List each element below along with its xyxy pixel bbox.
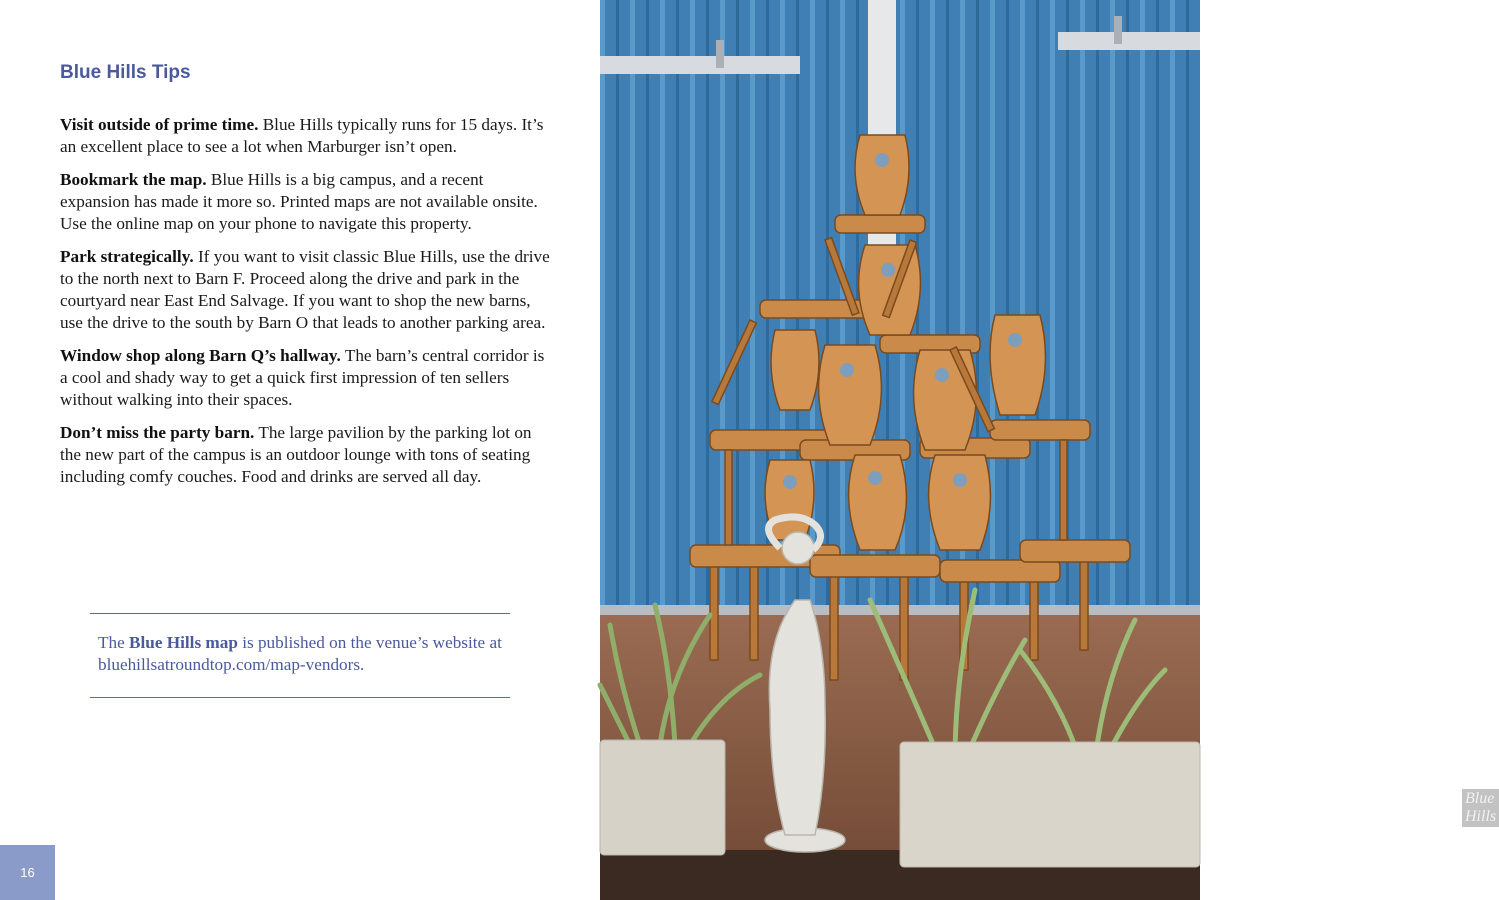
callout-map-name: Blue Hills map — [129, 633, 238, 652]
tip-body: The barn’s central corridor is a cool and shady way to get a quick first impression of ten sellers without walking into their spaces. — [60, 346, 545, 409]
tip-lead: Don’t miss the party barn. — [60, 423, 255, 442]
callout-prefix: The — [98, 633, 130, 652]
text-page — [0, 0, 600, 900]
tip-paragraph — [60, 169, 550, 235]
callout-top-divider — [90, 613, 510, 614]
tip-body: Blue Hills is a big campus, and a recent expansion has made it more so. Printed maps are not available onsite. Use the online map on your phone to navigate this property. — [60, 170, 538, 233]
rail-latch-icon — [716, 40, 724, 68]
rail-latch-icon — [1114, 16, 1122, 44]
page-number: 16 — [0, 845, 55, 900]
tip-paragraph — [60, 246, 550, 334]
chairs-photo — [600, 0, 1497, 900]
tip-lead: Window shop along Barn Q’s hallway. — [60, 346, 341, 365]
tip-paragraph — [60, 345, 550, 411]
tip-lead: Visit outside of prime time. — [60, 115, 259, 134]
callout-bottom-divider — [90, 697, 510, 698]
tip-lead: Park strategically. — [60, 247, 194, 266]
chairs-photo-illustration — [600, 0, 1200, 900]
tip-body: If you want to visit classic Blue Hills, use the drive to the north next to Barn F. Proceed along the drive and park in the courtyard near East End Salvage. If you want to shop the new barns, use the drive to the south by Barn O that leads to another parking area. — [60, 247, 550, 332]
page-heading: Blue Hills Tips — [60, 62, 191, 83]
tip-paragraph — [60, 422, 550, 488]
tip-body: The large pavilion by the parking lot on the new part of the campus is an outdoor lounge with tons of seating including comfy couches. Food and drinks are served all day. — [60, 423, 532, 486]
map-callout — [98, 632, 518, 676]
tip-lead: Bookmark the map. — [60, 170, 207, 189]
tip-paragraph — [60, 114, 550, 158]
wall-rail-right — [1058, 32, 1200, 50]
tips-list — [60, 114, 550, 499]
wall-rail-left — [600, 56, 800, 74]
tip-body: Blue Hills typically runs for 15 days. It’s an excellent place to see a lot when Marburger isn’t open. — [60, 115, 544, 156]
callout-suffix: is published on the venue’s website at bluehillsatroundtop.com/map-vendors. — [98, 633, 502, 674]
photo-watermark: Blue Hills — [1462, 789, 1499, 827]
